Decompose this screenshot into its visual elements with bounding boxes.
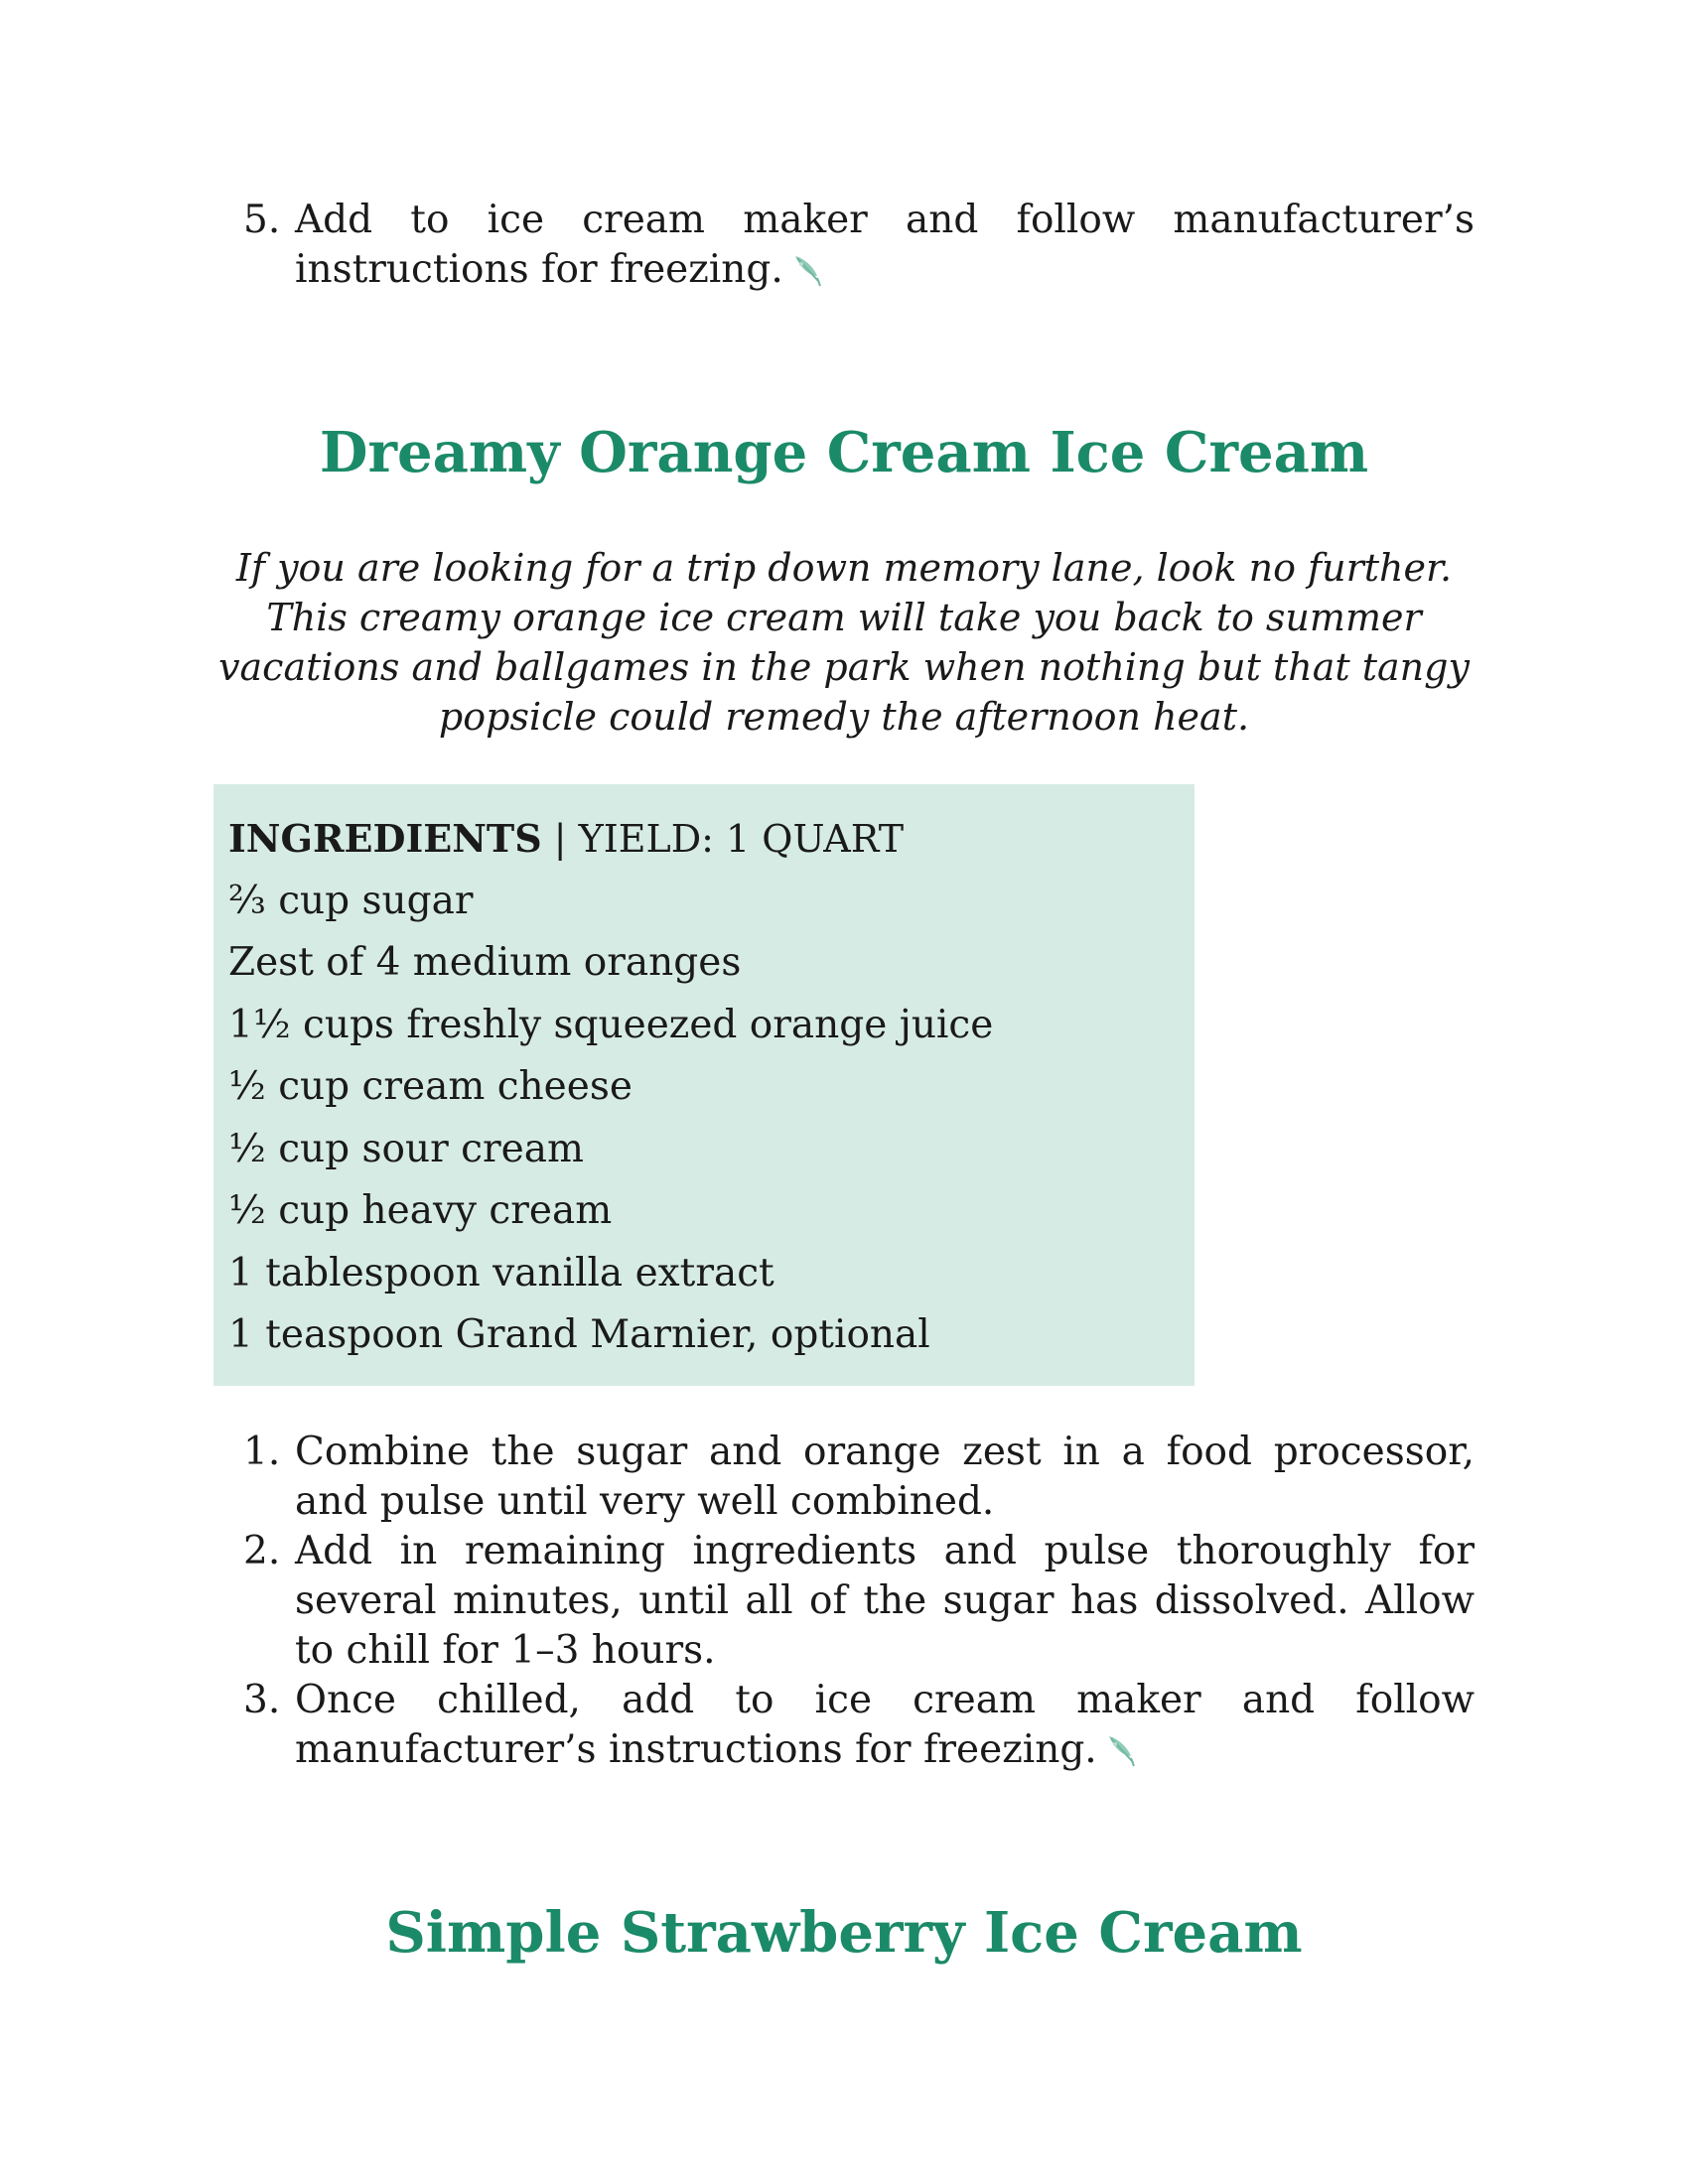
step-text: Add to ice cream maker and follow manufacturer’s instructions for freezing. <box>295 198 1475 292</box>
ingredients-label: INGREDIENTS <box>228 816 542 861</box>
ingredient-item: 1 teaspoon Grand Marnier, optional <box>228 1312 930 1357</box>
ingredient-item: ½ cup heavy cream <box>228 1188 613 1233</box>
recipe-steps <box>243 1428 1475 1775</box>
ingredients-header <box>228 808 1195 871</box>
step-item <box>243 1527 1475 1676</box>
recipe-title: Dreamy Orange Cream Ice Cream <box>319 420 1369 485</box>
step-number: 5. <box>243 198 281 242</box>
step-text: Combine the sugar and orange zest in a food processor, and pulse until very well combined. <box>295 1430 1475 1524</box>
step-text: Once chilled, add to ice cream maker and follow manufacturer’s instructions for freezing. <box>295 1678 1475 1772</box>
leaf-icon <box>787 250 827 290</box>
ingredients-list <box>228 871 1195 1367</box>
ingredient-item: ½ cup sour cream <box>228 1126 584 1171</box>
ingredient-item: 1 tablespoon vanilla extract <box>228 1250 774 1296</box>
next-recipe-title: Simple Strawberry Ice Cream <box>385 1900 1303 1966</box>
yield-label: YIELD: 1 QUART <box>578 817 905 861</box>
ingredient-item: Zest of 4 medium oranges <box>228 940 742 985</box>
step-number: 3. <box>243 1678 281 1722</box>
step-item <box>243 1676 1475 1775</box>
leaf-icon <box>1101 1730 1141 1770</box>
previous-recipe-steps <box>243 196 1475 295</box>
ingredient-item: ½ cup cream cheese <box>228 1064 633 1109</box>
ingredients-box <box>213 784 1195 1386</box>
ingredient-item: ⅔ cup sugar <box>228 878 474 923</box>
header-separator: | <box>541 817 579 861</box>
step-item <box>243 196 1475 295</box>
step-number: 1. <box>243 1430 281 1474</box>
step-item <box>243 1428 1475 1527</box>
recipe-intro: If you are looking for a trip down memory lane, look no further. This creamy orange ice cream will take you back to summer vacations and ballgames in the park when nothing but that tangy popsicle could remedy the afternoon heat. <box>218 546 1470 739</box>
step-text: Add in remaining ingredients and pulse thoroughly for several minutes, until all of the sugar has dissolved. Allow to chill for 1–3 hours. <box>295 1529 1475 1673</box>
ingredient-item: 1½ cups freshly squeezed orange juice <box>228 1002 994 1047</box>
step-number: 2. <box>243 1529 281 1573</box>
